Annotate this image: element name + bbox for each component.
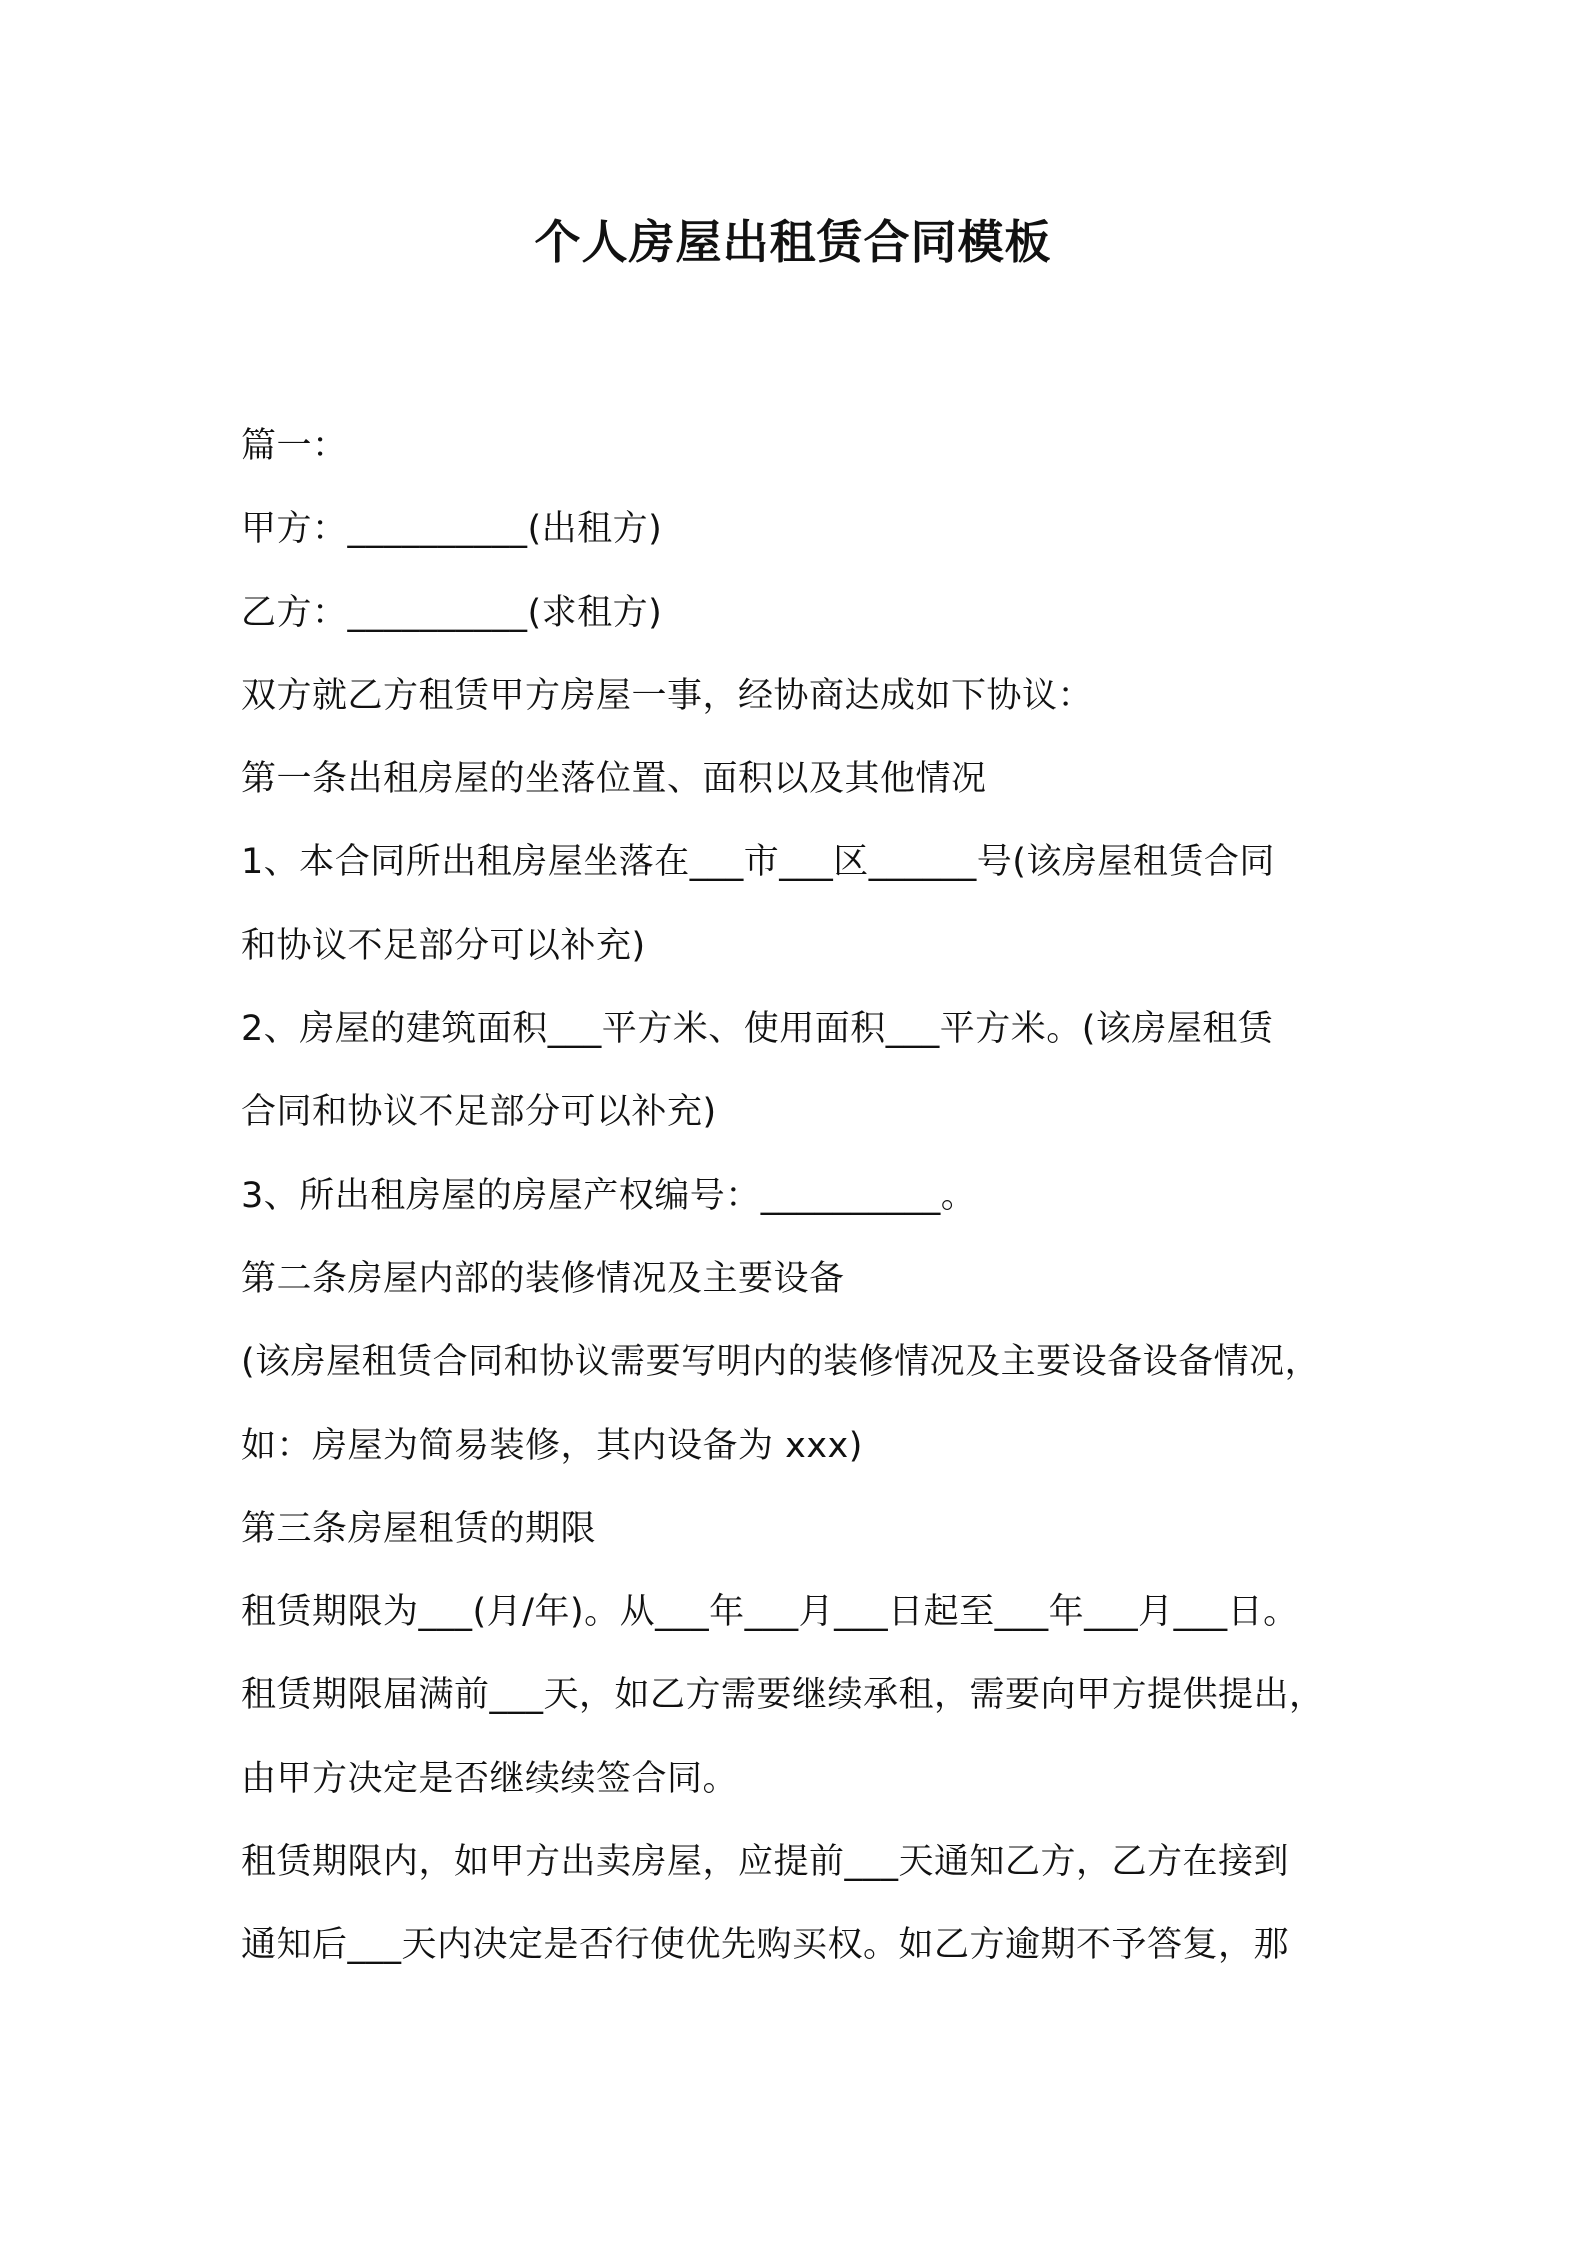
text-line: 由甲方决定是否继续续签合同。 — [241, 1758, 739, 1799]
text-line: 3、所出租房屋的房屋产权编号：__________。 — [241, 1175, 977, 1216]
text-line: 双方就乙方租赁甲方房屋一事，经协商达成如下协议： — [241, 675, 1094, 716]
text-line: 合同和协议不足部分可以补充) — [241, 1092, 717, 1133]
text-line: 1、本合同所出租房屋坐落在___市___区______号(该房屋租赁合同 — [241, 842, 1275, 883]
text-line: 第三条房屋租赁的期限 — [241, 1508, 597, 1549]
text-line: 第二条房屋内部的装修情况及主要设备 — [241, 1258, 845, 1299]
text-line: 通知后___天内决定是否行使优先购买权。如乙方逾期不予答复，那 — [241, 1925, 1290, 1966]
text-line: 篇一： — [241, 426, 348, 466]
text-line: 第一条出租房屋的坐落位置、面积以及其他情况 — [241, 759, 987, 800]
text-line: 租赁期限为___(月/年)。从___年___月___日起至___年___月___日。 — [241, 1592, 1299, 1633]
text-line: (该房屋租赁合同和协议需要写明内的装修情况及主要设备设备情况， — [241, 1342, 1321, 1383]
text-line: 甲方：__________(出租方) — [241, 509, 663, 550]
text-line: 租赁期限届满前___天，如乙方需要继续承租，需要向甲方提供提出， — [241, 1675, 1325, 1716]
text-line: 2、房屋的建筑面积___平方米、使用面积___平方米。(该房屋租赁 — [241, 1009, 1274, 1050]
document-body — [241, 405, 1391, 1988]
text-line: 乙方：__________(求租方) — [241, 592, 663, 633]
document-title: 个人房屋出租赁合同模板 — [534, 215, 1052, 269]
text-line: 租赁期限内，如甲方出卖房屋，应提前___天通知乙方，乙方在接到 — [241, 1842, 1290, 1883]
text-line: 和协议不足部分可以补充) — [241, 925, 646, 966]
text-line: 如：房屋为简易装修，其内设备为 xxx) — [241, 1425, 863, 1466]
